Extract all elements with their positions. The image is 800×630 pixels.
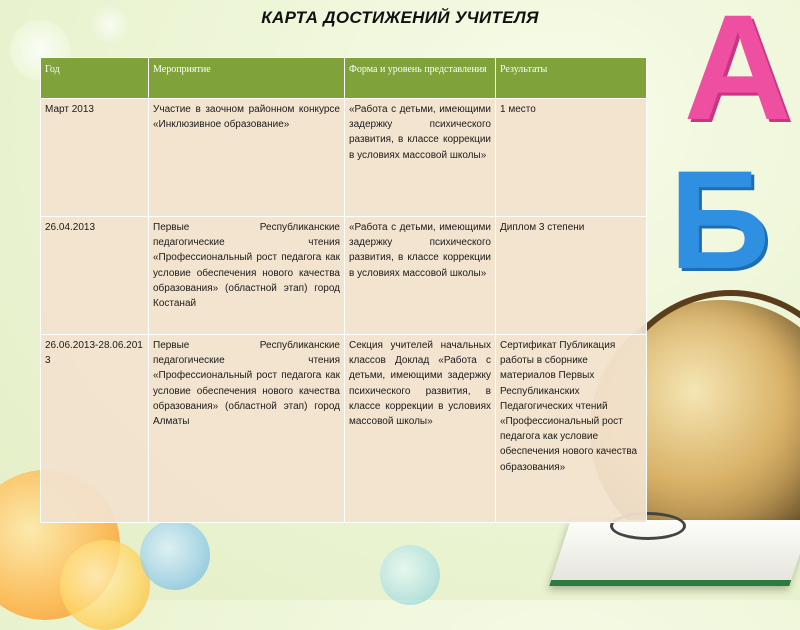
- cell-event: Участие в заочном районном конкурсе «Инклюзивное образование»: [149, 99, 345, 217]
- header-year: Год: [41, 58, 149, 99]
- table-row: [41, 335, 647, 523]
- cell-year: 26.06.2013-28.06.2013: [41, 335, 149, 523]
- cell-form: «Работа с детьми, имеющими задержку психического развития, в классе коррекции в условиях массовой школы»: [345, 99, 496, 217]
- achievements-table: [40, 57, 647, 523]
- decor-bubble-blue: [140, 520, 210, 590]
- table-row: [41, 217, 647, 335]
- cell-form: Секция учителей начальных классов Доклад «Работа с детьми, имеющими задержку психического развития, в классе коррекции в условиях массовой школы»: [345, 335, 496, 523]
- header-event: Мероприятие: [149, 58, 345, 99]
- cell-year: Март 2013: [41, 99, 149, 217]
- cell-result: Сертификат Публикация работы в сборнике материалов Первых Республиканских Педагогических чтений «Профессиональный рост педагога как условие обеспечения нового качества образования»: [496, 335, 647, 523]
- decor-letter-a: А: [683, 0, 792, 151]
- decor-letter-b: Б: [669, 141, 770, 298]
- cell-result: Диплом 3 степени: [496, 217, 647, 335]
- decor-bubble-yellow: [60, 540, 150, 630]
- cell-event: Первые Республиканские педагогические чтения «Профессиональный рост педагога как условие обеспечения нового качества образования» (областной этап) город Алматы: [149, 335, 345, 523]
- cell-form: «Работа с детьми, имеющими задержку психического развития, в классе коррекции в условиях массовой школы»: [345, 217, 496, 335]
- header-form: Форма и уровень представления: [345, 58, 496, 99]
- decor-bubble-cyan: [380, 545, 440, 605]
- header-result: Результаты: [496, 58, 647, 99]
- cell-event: Первые Республиканские педагогические чтения «Профессиональный рост педагога как условие обеспечения нового качества образования» (областной этап) город Костанай: [149, 217, 345, 335]
- page-title: КАРТА ДОСТИЖЕНИЙ УЧИТЕЛЯ: [261, 8, 539, 27]
- table-row: [41, 99, 647, 217]
- table-header-row: [41, 58, 647, 99]
- cell-year: 26.04.2013: [41, 217, 149, 335]
- cell-result: 1 место: [496, 99, 647, 217]
